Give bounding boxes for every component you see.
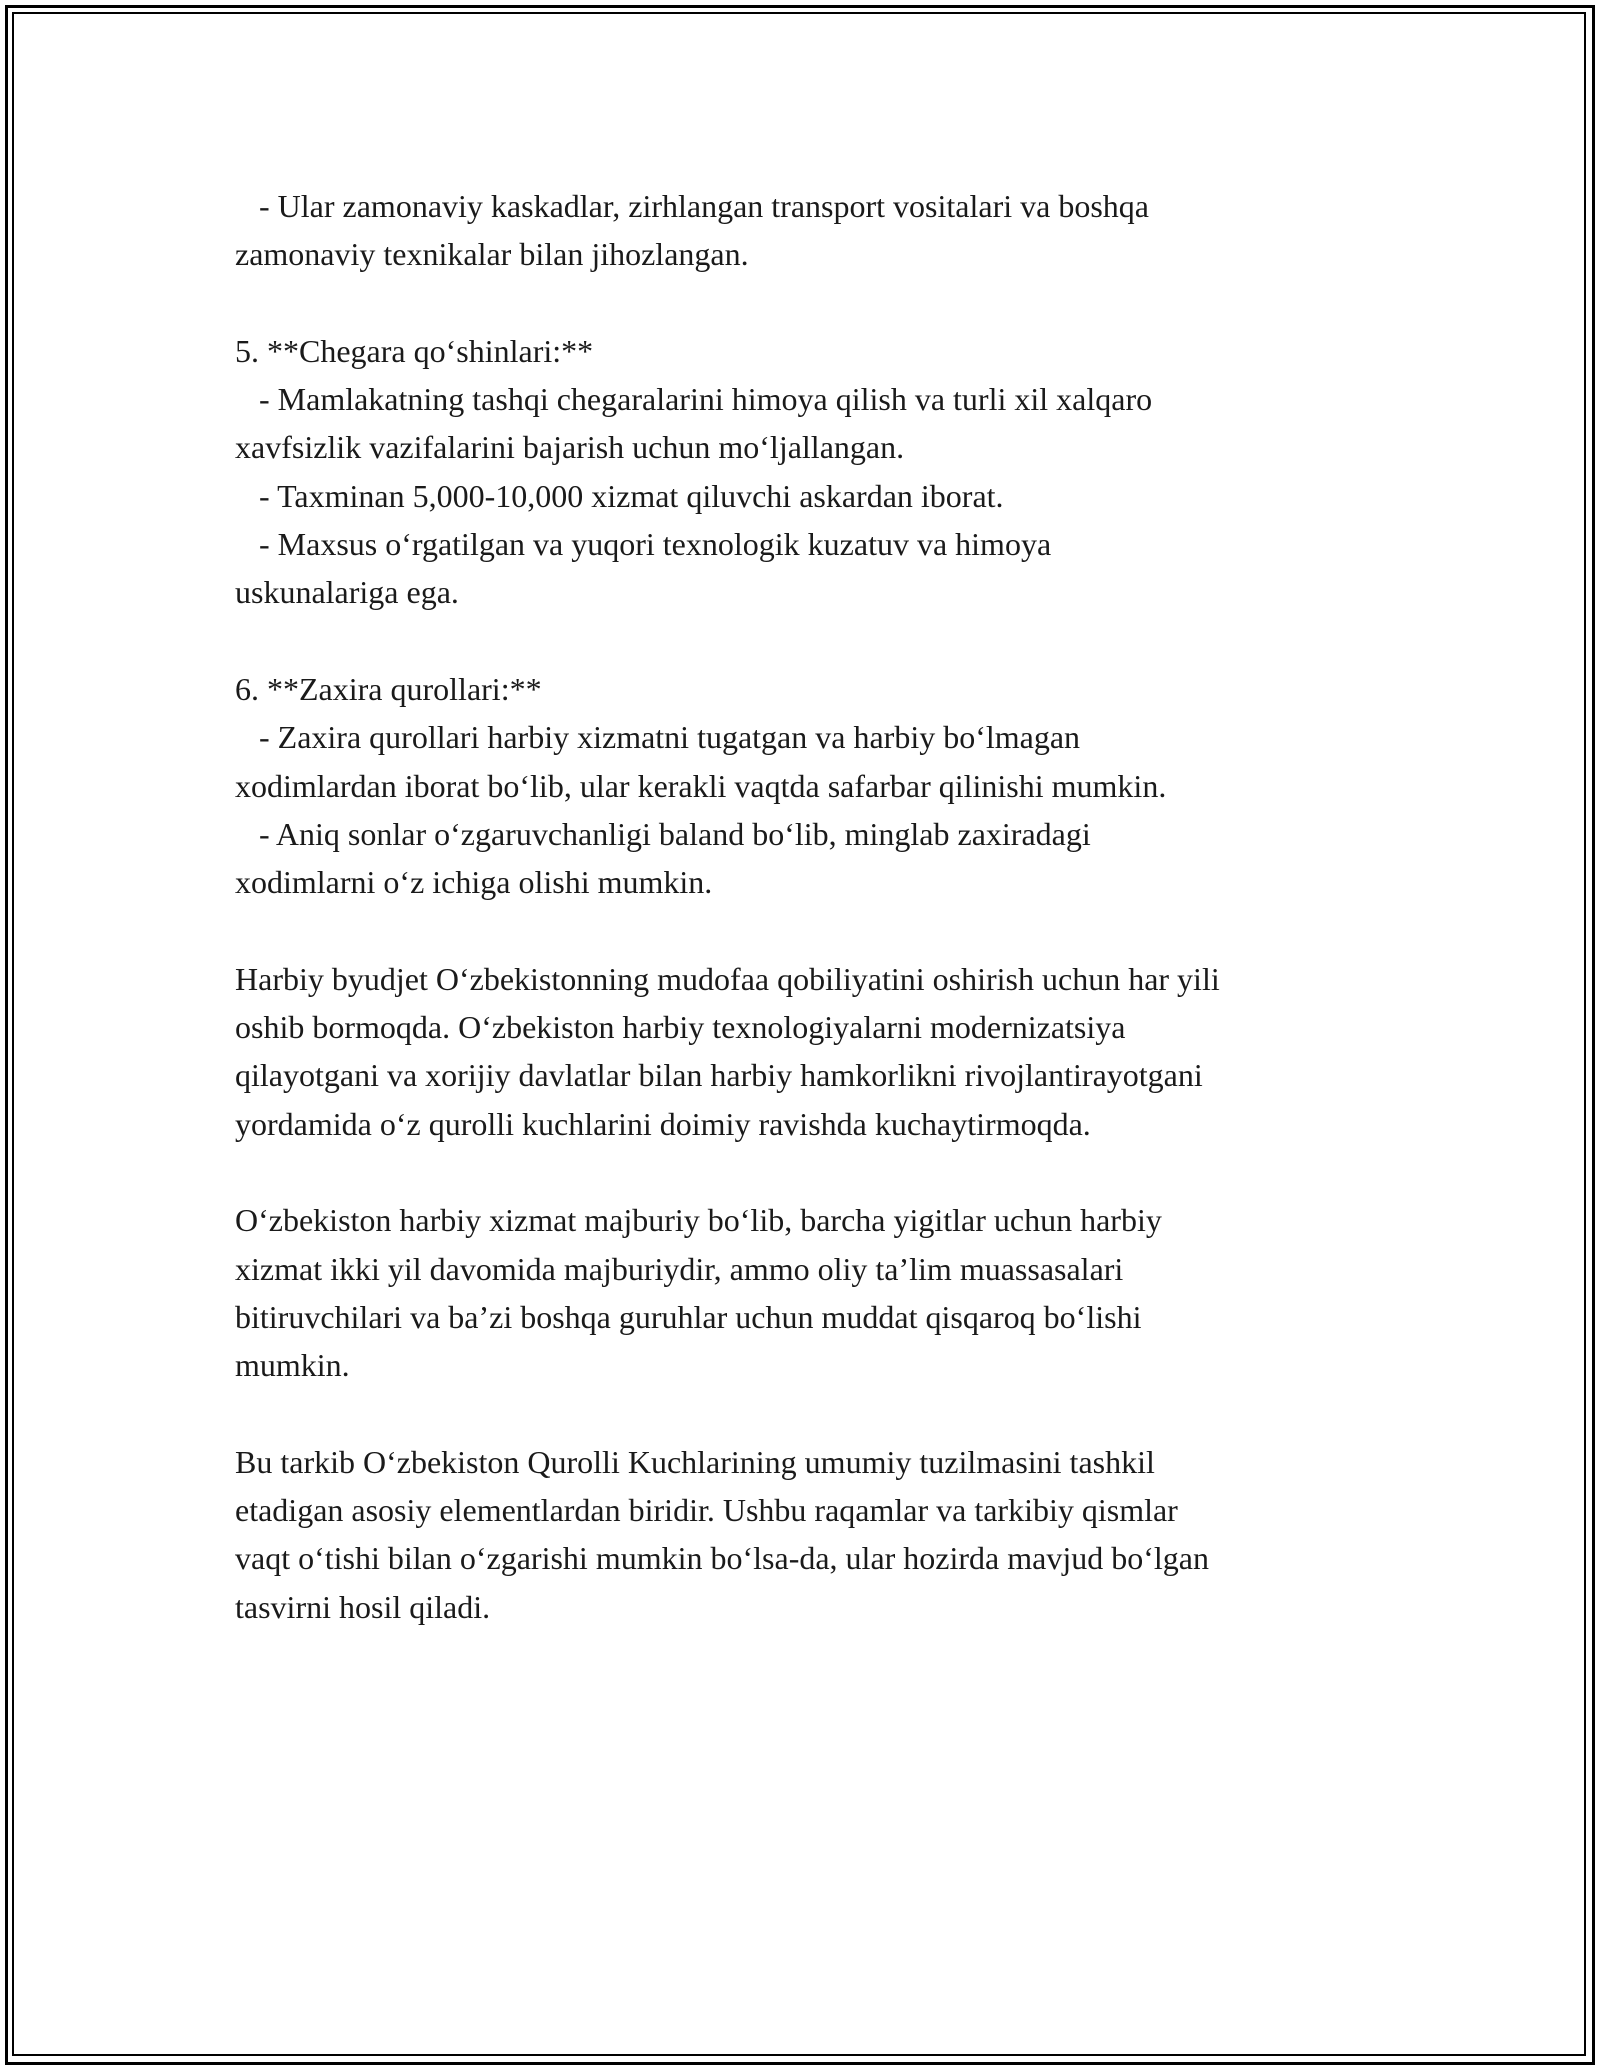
text-line: xizmat ikki yil davomida majburiydir, ammo oliy ta’lim muassasalari [235,1250,1124,1287]
text-line: zamonaviy texnikalar bilan jihozlangan. [235,236,749,273]
text-line: xodimlarni o‘z ichiga olishi mumkin. [235,864,713,901]
text-line: vaqt o‘tishi bilan o‘zgarishi mumkin bo‘lsa-da, ular hozirda mavjud bo‘lgan [235,1540,1209,1577]
text-line: uskunalariga ega. [235,574,459,611]
text-line: - Ular zamonaviy kaskadlar, zirhlangan transport vositalari va boshqa [235,188,1149,224]
paragraph-gap [235,1389,1385,1437]
paragraph-gap [235,1148,1385,1196]
document-body [235,182,1385,1631]
paragraph-gap [235,279,1385,327]
text-line: etadigan asosiy elementlardan biridir. Ushbu raqamlar va tarkibiy qismlar [235,1492,1178,1529]
text-line: oshib bormoqda. O‘zbekiston harbiy texnologiyalarni modernizatsiya [235,1009,1126,1046]
text-line: qilayotgani va xorijiy davlatlar bilan harbiy hamkorlikni rivojlantirayotgani [235,1057,1203,1094]
text-line: bitiruvchilari va ba’zi boshqa guruhlar uchun muddat qisqaroq bo‘lishi [235,1298,1142,1335]
paragraph-gap [235,617,1385,665]
text-line: xavfsizlik vazifalarini bajarish uchun mo‘ljallangan. [235,429,905,466]
text-line: - Aniq sonlar o‘zgaruvchanligi baland bo‘lib, minglab zaxiradagi [235,815,1091,852]
text-line: tasvirni hosil qiladi. [235,1588,491,1625]
paragraph-gap [235,906,1385,954]
text-line: mumkin. [235,1347,350,1384]
section-heading: 5. **Chegara qo‘shinlari:** [235,332,594,369]
text-line: - Maxsus o‘rgatilgan va yuqori texnologik kuzatuv va himoya [235,526,1052,563]
text-line: - Taxminan 5,000-10,000 xizmat qiluvchi askardan iborat. [235,477,1004,514]
text-line: xodimlardan iborat bo‘lib, ular kerakli vaqtda safarbar qilinishi mumkin. [235,767,1167,804]
text-line: - Zaxira qurollari harbiy xizmatni tugatgan va harbiy bo‘lmagan [235,719,1081,756]
text-line: O‘zbekiston harbiy xizmat majburiy bo‘lib, barcha yigitlar uchun harbiy [235,1202,1162,1239]
text-line: - Mamlakatning tashqi chegaralarini himoya qilish va turli xil xalqaro [235,381,1153,418]
section-heading: 6. **Zaxira qurollari:** [235,670,542,707]
text-line: Harbiy byudjet O‘zbekistonning mudofaa qobiliyatini oshirish uchun har yili [235,960,1220,997]
text-line: yordamida o‘z qurolli kuchlarini doimiy ravishda kuchaytirmoqda. [235,1105,1091,1142]
text-line: Bu tarkib O‘zbekiston Qurolli Kuchlarining umumiy tuzilmasini tashkil [235,1443,1155,1480]
